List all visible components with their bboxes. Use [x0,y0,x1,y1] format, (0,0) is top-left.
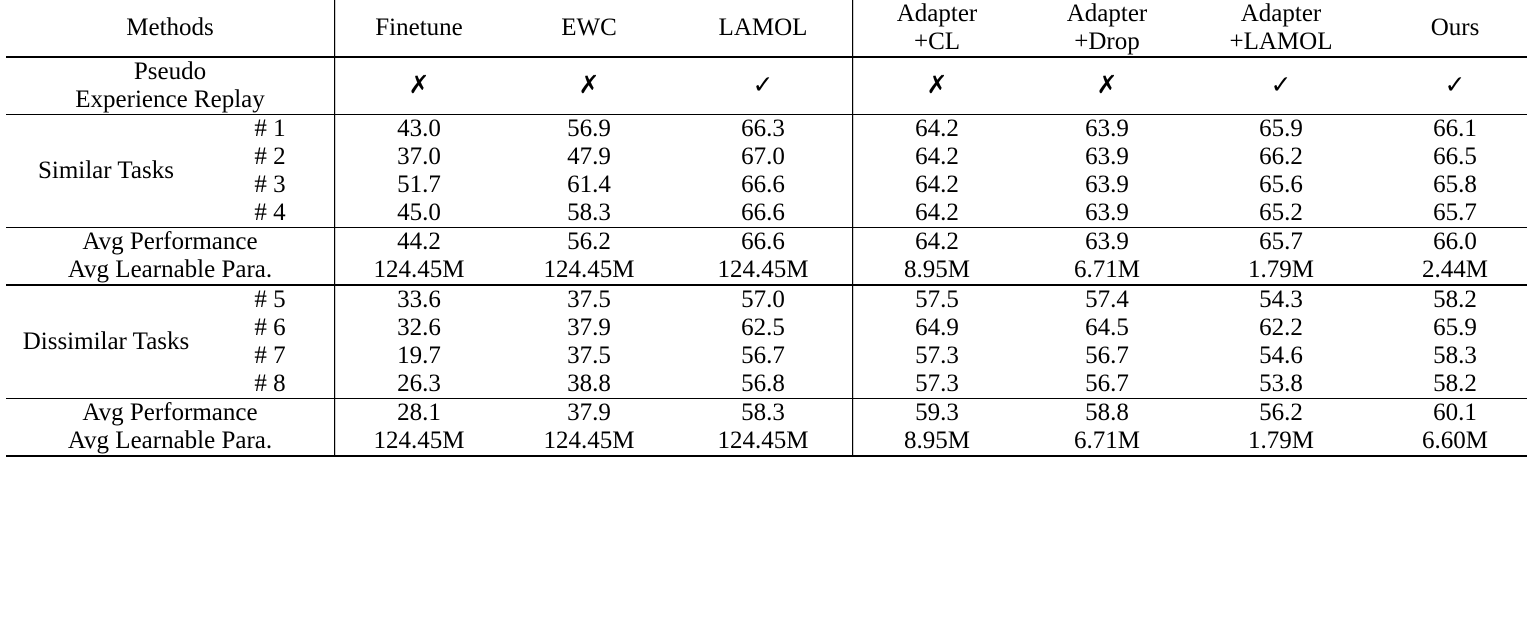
cell-value: 37.9 [567,399,611,426]
cell-value: 66.3 [741,115,785,142]
column-header-adapter-drop [1022,0,1192,57]
cell-value: 124.45M [334,427,504,456]
pseudo-mark-adapter-cl: ✗ [852,57,1022,115]
cell-value: 45.0 [334,199,504,228]
cell-value: 19.7 [334,342,504,370]
cell-value: 6.71M [1074,256,1140,283]
cell-value: 33.6 [334,285,504,314]
pseudo-label-line1: Pseudo [133,58,207,85]
cell-value: 56.7 [741,342,785,369]
cell-value: 38.8 [567,370,611,397]
column-header-lamol: LAMOL [718,14,808,41]
results-table [6,0,1527,460]
pseudo-label-line2: Experience Replay [75,86,265,113]
cell-value: 65.7 [1259,228,1303,255]
cell-value: 64.2 [852,143,1022,171]
summary-label: Avg Performance [82,399,258,426]
pseudo-mark-lamol: ✓ [752,72,774,99]
pseudo-mark-ours: ✓ [1444,72,1466,99]
cell-value: 43.0 [334,115,504,144]
row-id: # 8 [254,370,286,397]
cell-value: 66.2 [1259,143,1303,170]
cell-value: 32.6 [334,314,504,342]
cell-value: 59.3 [852,399,1022,428]
cell-value: 56.2 [1259,399,1303,426]
table-header-row [6,0,1527,57]
cell-value: 8.95M [852,427,1022,456]
cell-value: 61.4 [567,171,611,198]
cell-value: 37.0 [334,143,504,171]
cell-value: 28.1 [334,399,504,428]
cell-value: 1.79M [1248,427,1314,454]
cell-value: 65.9 [1259,115,1303,142]
cell-value: 124.45M [717,256,809,283]
cell-value: 37.9 [567,314,611,341]
cell-value: 57.5 [852,285,1022,314]
cell-value: 8.95M [852,256,1022,285]
summary-row-avg-performance [6,228,1527,257]
cell-value: 62.5 [741,314,785,341]
cell-value: 53.8 [1259,370,1303,397]
cell-value: 51.7 [334,171,504,199]
cell-value: 57.4 [1085,286,1129,313]
cell-value: 56.8 [741,370,785,397]
cell-value: 124.45M [334,256,504,285]
pseudo-mark-adapter-lamol: ✓ [1270,72,1292,99]
cell-value: 64.2 [852,228,1022,257]
group-label-dissimilar-tasks: Dissimilar Tasks [22,328,190,355]
table-row [6,115,1527,144]
cell-value-best: 65.8 [1433,171,1477,198]
table-bottom-rule [6,456,1527,460]
row-id: # 2 [254,143,286,170]
cell-value: 6.60M [1422,427,1488,454]
cell-value: 37.5 [567,286,611,313]
cell-value: 56.7 [1085,342,1129,369]
column-header-ewc: EWC [561,14,617,41]
cell-value: 124.45M [717,427,809,454]
pseudo-mark-finetune: ✗ [334,57,504,115]
cell-value-best: 58.2 [1433,370,1477,397]
summary-label: Avg Learnable Para. [67,256,273,283]
group-label-similar-tasks: Similar Tasks [38,157,174,184]
cell-value: 56.7 [1085,370,1129,397]
cell-value: 56.9 [567,115,611,142]
column-header-ours: Ours [1430,14,1480,41]
cell-value: 63.9 [1085,199,1129,226]
cell-value-best: 66.5 [1433,143,1477,170]
column-header-adapter-cl-line1: Adapter [896,0,978,27]
cell-value-best: 65.7 [1433,199,1477,226]
summary-row-avg-performance [6,399,1527,428]
cell-value: 64.5 [1085,314,1129,341]
table-row [6,199,1527,228]
cell-value: 64.2 [852,199,1022,228]
table-row [6,342,1527,370]
column-header-methods: Methods [126,14,214,41]
pseudo-mark-adapter-drop: ✗ [1096,72,1118,99]
table-row [6,143,1527,171]
row-id: # 7 [254,342,286,369]
cell-value: 2.44M [1422,256,1488,283]
summary-label: Avg Learnable Para. [67,427,273,454]
cell-value-best: 65.9 [1433,314,1477,341]
cell-value: 57.0 [741,286,785,313]
cell-value: 1.79M [1248,256,1314,283]
row-id: # 4 [254,199,286,226]
cell-value: 44.2 [334,228,504,257]
cell-value: 54.6 [1259,342,1303,369]
cell-value: 64.2 [852,115,1022,144]
cell-value: 58.3 [741,399,785,426]
row-id: # 1 [254,115,286,142]
column-header-adapter-drop-line2: +Drop [1074,28,1140,55]
cell-value: 37.5 [567,342,611,369]
table-row [6,285,1527,314]
cell-value: 67.0 [741,143,785,170]
cell-value: 58.8 [1085,399,1129,426]
pseudo-experience-replay-row [6,57,1527,115]
cell-value: 124.45M [543,427,635,454]
cell-value: 63.9 [1085,171,1129,198]
cell-value: 56.2 [567,228,611,255]
cell-value: 63.9 [1085,115,1129,142]
row-id: # 6 [254,314,286,341]
cell-value-best: 58.2 [1433,286,1477,313]
cell-value: 57.3 [852,342,1022,370]
column-header-adapter-lamol-line2: +LAMOL [1229,28,1333,55]
column-header-adapter-drop-line1: Adapter [1066,0,1148,27]
cell-value: 64.2 [852,171,1022,199]
cell-value: 63.9 [1085,228,1129,255]
cell-value-best: 58.3 [1433,342,1477,369]
cell-value-best: 66.0 [1433,228,1477,255]
pseudo-experience-replay-label [6,57,334,115]
cell-value: 65.6 [1259,171,1303,198]
column-header-adapter-lamol [1192,0,1370,57]
column-header-finetune: Finetune [334,0,504,57]
cell-value: 66.6 [741,199,785,226]
cell-value: 66.6 [741,228,785,255]
cell-value-best: 66.1 [1433,115,1477,142]
pseudo-mark-ewc: ✗ [578,72,600,99]
cell-value: 63.9 [1085,143,1129,170]
table-row [6,314,1527,342]
cell-value: 58.3 [567,199,611,226]
column-header-adapter-cl [852,0,1022,57]
column-header-adapter-cl-line2: +CL [913,28,961,55]
cell-value: 47.9 [567,143,611,170]
cell-value: 64.9 [852,314,1022,342]
row-id: # 3 [254,171,286,198]
table-row [6,370,1527,399]
bottom-rule-cell [6,456,1527,460]
cell-value: 62.2 [1259,314,1303,341]
table-row [6,171,1527,199]
cell-value: 26.3 [334,370,504,399]
summary-row-avg-learnable-para [6,256,1527,285]
cell-value: 57.3 [852,370,1022,399]
cell-value: 66.6 [741,171,785,198]
cell-value: 65.2 [1259,199,1303,226]
row-id: # 5 [254,286,286,313]
column-header-adapter-lamol-line1: Adapter [1240,0,1322,27]
summary-row-avg-learnable-para [6,427,1527,456]
cell-value: 6.71M [1074,427,1140,454]
cell-value: 54.3 [1259,286,1303,313]
summary-label: Avg Performance [82,228,258,255]
cell-value-best: 60.1 [1433,399,1477,426]
cell-value: 124.45M [543,256,635,283]
